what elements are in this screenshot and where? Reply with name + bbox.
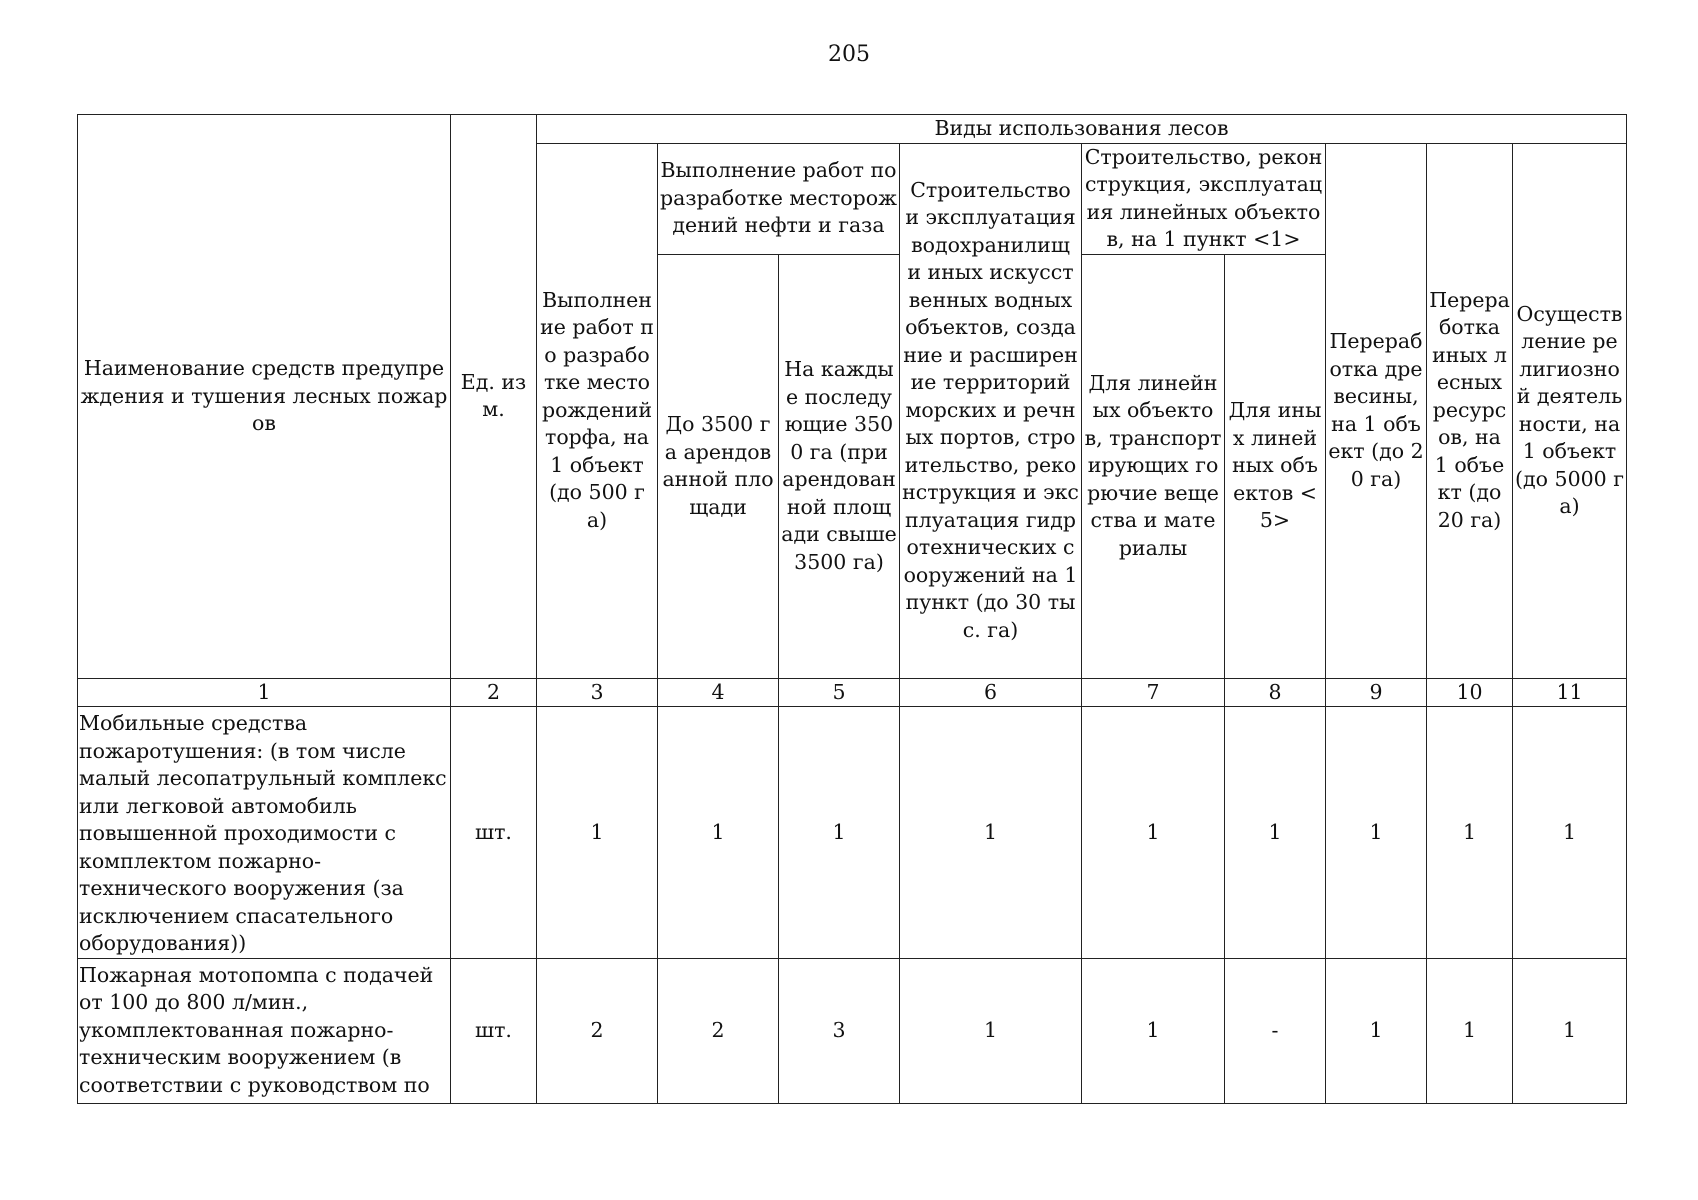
row-value: 1 <box>1513 958 1627 1103</box>
header-group-forest-use: Виды использования лесов <box>537 115 1627 144</box>
header-col-5: На каждые последующие 3500 га (при арендованной площади свыше 3500 га) <box>779 254 900 678</box>
row-value: 1 <box>1082 958 1225 1103</box>
column-number: 11 <box>1513 678 1627 707</box>
row-value: 1 <box>537 707 658 959</box>
column-number: 4 <box>658 678 779 707</box>
row-value: 2 <box>537 958 658 1103</box>
header-col-10: Переработка иных лесных ресурсов, на 1 объект (до 20 га) <box>1427 143 1513 678</box>
column-number: 5 <box>779 678 900 707</box>
row-value: 1 <box>1082 707 1225 959</box>
header-col-8: Для иных линейных объектов <5> <box>1225 254 1326 678</box>
column-number: 3 <box>537 678 658 707</box>
row-value: 1 <box>900 707 1082 959</box>
header-col-3: Выполнение работ по разработке месторождений торфа, на 1 объект (до 500 га) <box>537 143 658 678</box>
header-name: Наименование средств предупреждения и тушения лесных пожаров <box>78 115 451 679</box>
row-name: Пожарная мотопомпа с подачей от 100 до 800 л/мин., укомплектованная пожарно-техническим вооружением (в соответствии с руководством по <box>78 958 451 1103</box>
row-value: 1 <box>779 707 900 959</box>
column-number: 7 <box>1082 678 1225 707</box>
header-col-7: Для линейных объектов, транспортирующих горючие вещества и материалы <box>1082 254 1225 678</box>
header-col-4: До 3500 га арендованной площади <box>658 254 779 678</box>
header-group-oil-gas: Выполнение работ по разработке месторождений нефти и газа <box>658 143 900 254</box>
page-number: 205 <box>828 42 870 67</box>
column-number: 9 <box>1326 678 1427 707</box>
row-value: 1 <box>1225 707 1326 959</box>
row-value: 1 <box>1427 707 1513 959</box>
row-name: Мобильные средства пожаротушения: (в том числе малый лесопатрульный комплекс или легковой автомобиль повышенной проходимости с комплектом пожарно-технического вооружения (за исключением спасательного оборудования)) <box>78 707 451 959</box>
table-row <box>78 958 1627 1103</box>
row-value: 1 <box>1513 707 1627 959</box>
column-number: 10 <box>1427 678 1513 707</box>
row-value: 1 <box>1326 958 1427 1103</box>
header-col-11: Осуществление религиозной деятельности, на 1 объект (до 5000 га) <box>1513 143 1627 678</box>
column-number: 2 <box>451 678 537 707</box>
column-number: 6 <box>900 678 1082 707</box>
row-unit: шт. <box>451 707 537 959</box>
column-number: 1 <box>78 678 451 707</box>
table-row <box>78 707 1627 959</box>
header-col-9: Переработка древесины, на 1 объект (до 20 га) <box>1326 143 1427 678</box>
row-value: - <box>1225 958 1326 1103</box>
row-value: 1 <box>1326 707 1427 959</box>
column-number: 8 <box>1225 678 1326 707</box>
forest-fire-equipment-table <box>77 114 1627 1104</box>
row-unit: шт. <box>451 958 537 1103</box>
header-group-linear-objects: Строительство, реконструкция, эксплуатация линейных объектов, на 1 пункт <1> <box>1082 143 1326 254</box>
row-value: 1 <box>900 958 1082 1103</box>
row-value: 2 <box>658 958 779 1103</box>
row-value: 1 <box>658 707 779 959</box>
row-value: 3 <box>779 958 900 1103</box>
row-value: 1 <box>1427 958 1513 1103</box>
column-number-row <box>78 678 1627 707</box>
header-col-6: Строительство и эксплуатация водохранилищ и иных искусственных водных объектов, создание и расширение территорий морских и речных портов, строительство, реконструкция и эксплуатация гидротехнических сооружений на 1 пункт (до 30 тыс. га) <box>900 143 1082 678</box>
header-unit: Ед. изм. <box>451 115 537 679</box>
